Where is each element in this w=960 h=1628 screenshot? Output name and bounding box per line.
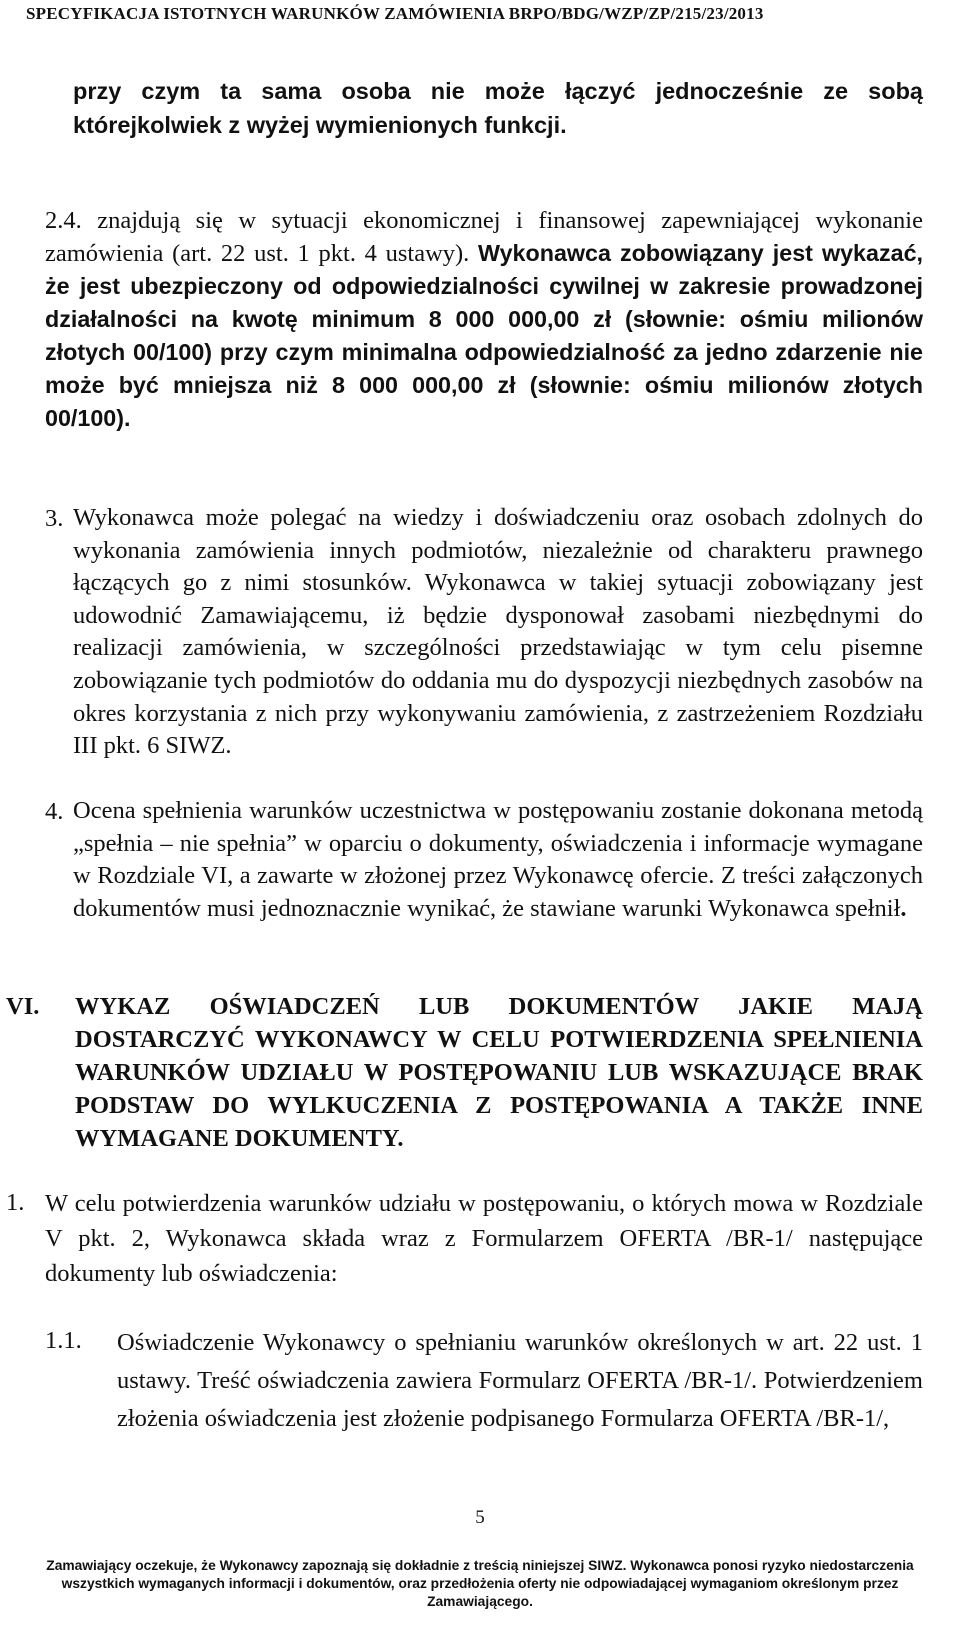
paragraph-2-4-text: 2.4. znajdują się w sytuacji ekonomicznej i finansowej zapewniającej wykonanie zamówienia (art. 22 ust. 1 pkt. 4 ustawy). xyxy=(45,207,923,267)
item-3-number: 3. xyxy=(45,505,64,532)
item-1-1-text: Oświadczenie Wykonawcy o spełnianiu warunków określonych w art. 22 ust. 1 ustawy. Treść oświadczenia zawiera Formularz OFERTA /BR-1/. Potwierdzeniem złożenia oświadczenia jest złożenie podpisanego Formularza OFERTA /BR-1/, xyxy=(117,1329,923,1432)
item-4-end: . xyxy=(900,894,907,922)
paragraph-2-4 xyxy=(45,204,923,435)
section-number: VI. xyxy=(6,993,40,1020)
section-title: WYKAZ OŚWIADCZEŃ LUB DOKUMENTÓW JAKIE MAJĄ DOSTARCZYĆ WYKONAWCY W CELU POTWIERDZENIA SPEŁNIENIA WARUNKÓW UDZIAŁU W POSTĘPOWANIU LUB WSKAZUJĄCE BRAK PODSTAW DO WYLKUCZENIA Z POSTĘPOWANIA A TAKŻE INNE WYMAGANE DOKUMENTY. xyxy=(75,993,923,1152)
item-4-number: 4. xyxy=(45,798,64,825)
item-1-text: W celu potwierdzenia warunków udziału w postępowaniu, o których mowa w Rozdziale V pkt. 2, Wykonawca składa wraz z Formularzem OFERTA /BR-1/ następujące dokumenty lub oświadczenia: xyxy=(45,1190,923,1287)
page-number: 5 xyxy=(475,1507,485,1528)
item-4-text xyxy=(73,795,923,925)
page-footer: Zamawiający oczekuje, że Wykonawcy zapoznają się dokładnie z treścią niniejszej SIWZ. Wykonawca ponosi ryzyko niedostarczenia wszystkich wymaganych informacji i dokumentów, oraz przedłożenia oferty nie odpowiadającej wymaganiom określonym przez Zamawiającego. xyxy=(46,1558,914,1609)
item-3-text: Wykonawca może polegać na wiedzy i doświadczeniu oraz osobach zdolnych do wykonania zamówienia innych podmiotów, niezależnie od charakteru prawnego łączących go z nimi stosunków. Wykonawca w takiej sytuacji zobowiązany jest udowodnić Zamawiającemu, iż będzie dysponował zasobami niezbędnymi do realizacji zamówienia, w szczególności przedstawiając w tym celu pisemne zobowiązanie tych podmiotów do oddania mu do dyspozycji niezbędnych zasobów na okres korzystania z nich przy wykonywaniu zamówienia, z zastrzeżeniem Rozdziału III pkt. 6 SIWZ. xyxy=(73,504,923,760)
item-4-body: Ocena spełnienia warunków uczestnictwa w postępowaniu zostanie dokonana metodą „spełnia – nie spełnia” w oparciu o dokumenty, oświadczenia i informacje wymagane w Rozdziale VI, a zawarte w złożonej przez Wykonawcę ofercie. Z treści załączonych dokumentów musi jednoznacznie wynikać, że stawiane warunki Wykonawca spełnił xyxy=(73,797,923,922)
paragraph-2-4-insurance: Wykonawca zobowiązany jest wykazać, że jest ubezpieczony od odpowiedzialności cywilnej w zakresie prowadzonej działalności na kwotę minimum 8 000 000,00 zł (słownie: ośmiu milionów złotych 00/100) przy czym minimalna odpowiedzialność za jedno zdarzenie nie może być mniejsza niż 8 000 000,00 zł (słownie: ośmiu milionów złotych 00/100). xyxy=(45,240,923,431)
item-1-1-number: 1.1. xyxy=(45,1327,82,1354)
intro-paragraph: przy czym ta sama osoba nie może łączyć jednocześnie ze sobą którejkolwiek z wyżej wymienionych funkcji. xyxy=(73,78,923,138)
item-1-number: 1. xyxy=(6,1189,25,1216)
page-header: SPECYFIKACJA ISTOTNYCH WARUNKÓW ZAMÓWIENIA BRPO/BDG/WZP/ZP/215/23/2013 xyxy=(26,4,764,23)
